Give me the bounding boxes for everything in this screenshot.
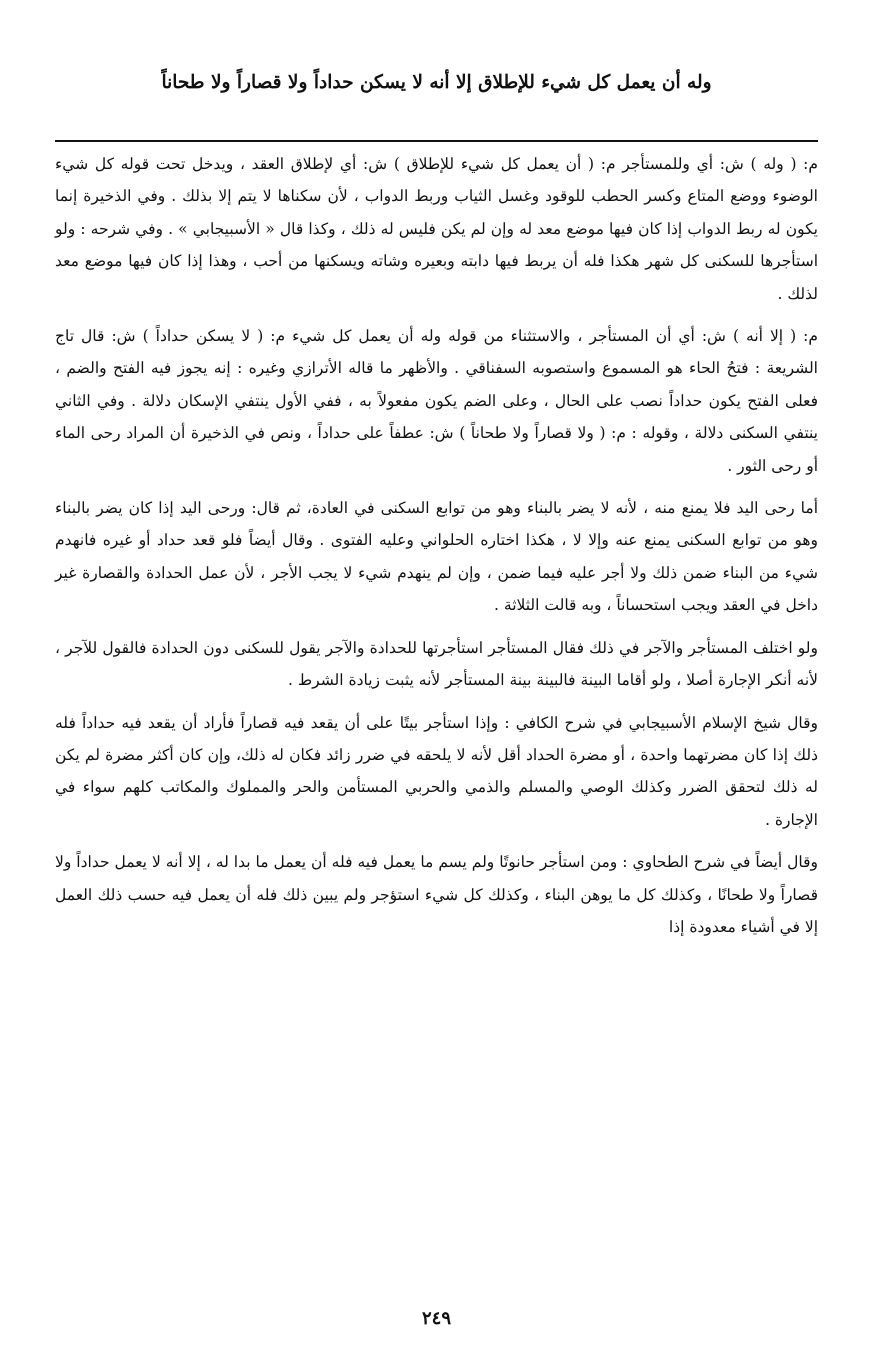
paragraph-1: م: ( وله ) ش: أي وللمستأجر م: ( أن يعمل كل شيء للإطلاق ) ش: أي لإطلاق العقد ، ويدخل تحت قوله كل شيء الوضوء ووضع المتاع وكسر الحطب للوقود وغسل الثياب وربط الدواب ، لأن سكناها لا يتم إلا بذلك . وفي الذخيرة إنما يكون له ربط الدواب إذا كان فيها موضع معد له وإن لم يكن فليس له ذلك ، وكذا قال « الأسبيجابي » . وفي شرحه : ولو استأجرها للسكنى كل شهر هكذا فله أن يربط فيها دابته وبعيره وشاته ويسكنها من أحب ، وهذا إذا كان فيها موضع معد لذلك . (55, 155, 818, 303)
paragraph-5: وقال شيخ الإسلام الأسبيجابي في شرح الكافي : وإذا استأجر بيتًا على أن يقعد فيه قصاراً فأراد أن يقعد فيه حداداً فله ذلك إذا كان مضرتهما واحدة ، أو مضرة الحداد أقل لأنه لا يلحقه في ضرر زائد فكان له ذلك، وإن كان أكثر مضرة لم يكن له ذلك لتحقق الضرر وكذلك الوصي والمسلم والذمي والحربي المستأمن والحر والمملوك والمكاتب كلهم سواء في الإجارة . (55, 713, 818, 829)
paragraph-3: أما رحى اليد فلا يمنع منه ، لأنه لا يضر بالبناء وهو من توابع السكنى في العادة، ثم قال: ورحى اليد إذا كان يضر بالبناء وهو من توابع السكنى يمنع عنه وإلا لا ، هكذا اختاره الحلواني وعليه الفتوى . وقال أيضاً فلو قعد حداد أو غيره فانهدم شيء من البناء ضمن ذلك ولا أجر عليه فيما ضمن ، وإن لم ينهدم شيء لا يجب الأجر ، لأن عمل الحدادة والقصارة غير داخل في العقد ويجب استحساناً ، وبه قالت الثلاثة . (55, 499, 818, 615)
body-text (55, 148, 818, 943)
paragraph-6: وقال أيضاً في شرح الطحاوي : ومن استأجر حانوتًا ولم يسم ما يعمل فيه فله أن يعمل ما بدا له ، إلا أنه لا يعمل حداداً ولا قصاراً ولا طحانًا ، وكذلك كل ما يوهن البناء ، وكذلك كل شيء استؤجر ولم يبين ذلك فله أن يعمل فيه حسب ذلك العمل إلا في أشياء معدودة إذا (55, 853, 818, 936)
paragraph-4: ولو اختلف المستأجر والآجر في ذلك فقال المستأجر استأجرتها للحدادة والآجر يقول للسكنى دون الحدادة فالقول للآجر ، لأنه أنكر الإجارة أصلا ، ولو أقاما البينة فالبينة بينة المستأجر لأنه يثبت زيادة الشرط . (55, 638, 818, 690)
page-number: ٢٤٩ (421, 1308, 451, 1329)
running-header: وله أن يعمل كل شيء للإطلاق إلا أنه لا يسكن حداداً ولا قصاراً ولا طحاناً (161, 72, 712, 93)
header-rule (55, 140, 818, 142)
paragraph-2: م: ( إلا أنه ) ش: أي أن المستأجر ، والاستثناء من قوله وله أن يعمل كل شيء م: ( لا يسكن حداداً ) ش: قال تاج الشريعة : فتحُ الحاء هو المسموع واستصوبه السفناقي . والأظهر ما قاله الأترازي وغيره : إنه يجوز فيه الفتح والضم ، فعلى الفتح يكون حداداً نصب على الحال ، وعلى الضم يكون مفعولاً به ، ففي الأول ينتفي الإسكان دلالة . وفي الثاني ينتفي السكنى دلالة ، وقوله : م: ( ولا قصاراً ولا طحاناً ) ش: عطفاً على حداداً ، ونص في الذخيرة أن المراد رحى الماء أو رحى الثور . (55, 327, 818, 475)
